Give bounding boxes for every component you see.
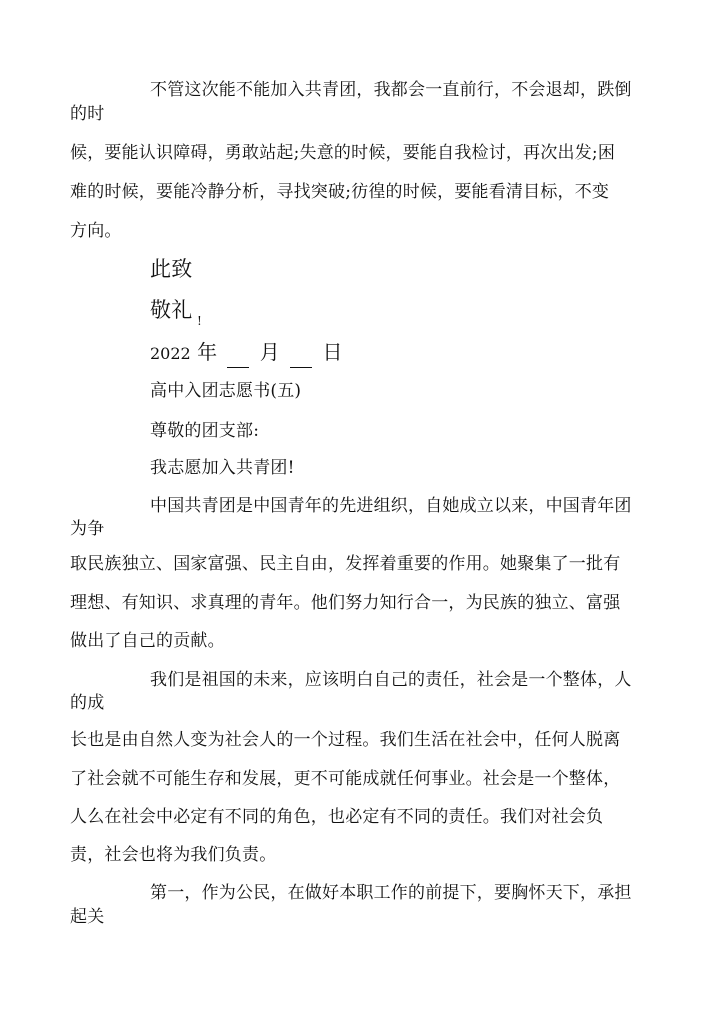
closing-line1: 此致 (150, 257, 193, 281)
paragraph2-line2: 为争 (70, 519, 105, 539)
paragraph2-line4: 理想、有知识、求真理的青年。他们努力知行合一，为民族的独立、富强 (70, 593, 621, 613)
closing-line2: 敬礼 (150, 298, 193, 322)
paragraph3-line1: 我们是祖国的未来，应该明白自己的责任，社会是一个整体，人 (150, 670, 632, 690)
date-year: 2022 (150, 344, 191, 363)
paragraph4-line1: 第一，作为公民，在做好本职工作的前提下，要胸怀天下，承担 (150, 883, 632, 903)
section-salutation: 尊敬的团支部: (150, 421, 260, 441)
paragraph1-line5: 方向。 (70, 221, 122, 241)
paragraph3-line3: 长也是由自然人变为社会人的一个过程。我们生活在社会中，任何人脱离 (70, 730, 621, 750)
paragraph3-line5: 人么在社会中必定有不同的角色，也必定有不同的责任。我们对社会负 (70, 807, 604, 827)
paragraph3-line4: 了社会就不可能生存和发展，更不可能成就任何事业。社会是一个整体， (70, 769, 621, 789)
date-day-blank (290, 347, 312, 368)
section-wish: 我志愿加入共青团! (150, 458, 295, 478)
paragraph1-line4: 难的时候，要能冷静分析，寻找突破;彷徨的时候，要能看清目标，不变 (70, 182, 610, 202)
paragraph1-line3: 候，要能认识障碍，勇敢站起;失意的时候，要能自我检讨，再次出发;困 (70, 143, 616, 163)
date-day-char: 日 (322, 340, 343, 364)
section-title: 高中入团志愿书(五) (150, 381, 302, 401)
date-month-blank (227, 347, 249, 368)
paragraph2-line1: 中国共青团是中国青年的先进组织，自她成立以来，中国青年团 (150, 496, 632, 516)
date-line (150, 338, 343, 368)
paragraph1-line1: 不管这次能不能加入共青团，我都会一直前行，不会退却，跌倒 (150, 80, 632, 100)
paragraph2-line5: 做出了自己的贡献。 (70, 631, 225, 651)
paragraph4-line2: 起关 (70, 907, 105, 927)
paragraph1-line2: 的时 (70, 104, 105, 124)
paragraph2-line3: 取民族独立、国家富强、民主自由，发挥着重要的作用。她聚集了一批有 (70, 554, 621, 574)
date-year-char: 年 (197, 340, 218, 364)
closing-exclaim: ! (197, 314, 202, 328)
paragraph3-line2: 的成 (70, 693, 105, 713)
date-month-char: 月 (259, 340, 280, 364)
paragraph3-line6: 责，社会也将为我们负责。 (70, 845, 277, 865)
